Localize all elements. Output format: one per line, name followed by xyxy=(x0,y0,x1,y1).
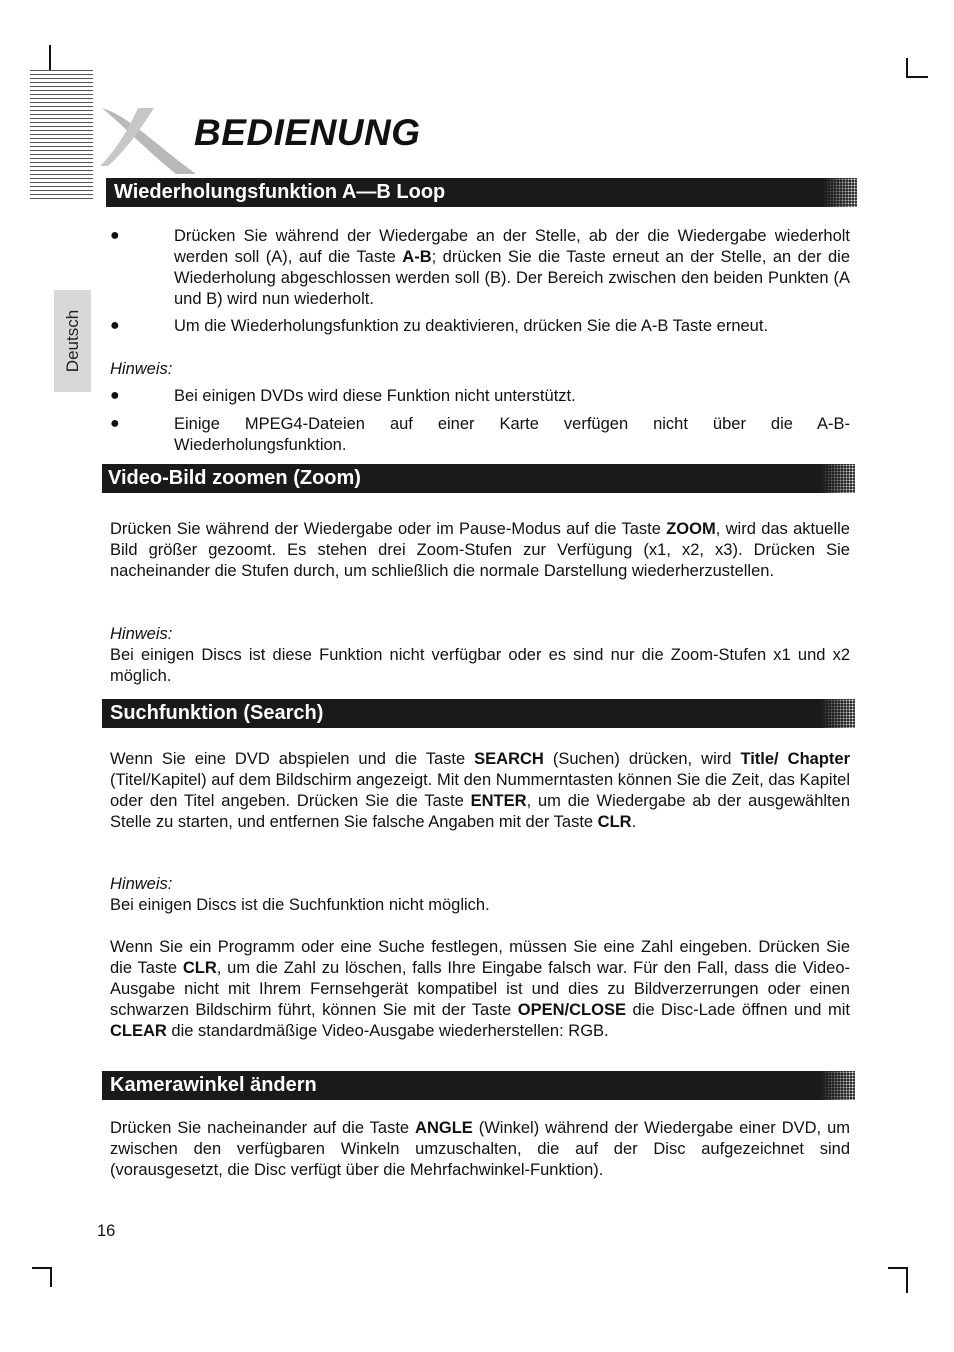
key-label: ZOOM xyxy=(666,520,716,538)
section-header-angle xyxy=(102,1071,855,1100)
text: ; drücken Sie die Taste erneut an der Stelle, an der die Wiederholung abgeschlossen werden soll (B). Der Bereich zwischen den beiden Punkten (A und B) wird nun wiederholt. xyxy=(174,248,851,308)
section-header-ab-loop xyxy=(106,178,857,207)
language-tab xyxy=(54,290,91,392)
text: Drücken Sie nacheinander auf die Taste xyxy=(110,1119,416,1137)
key-label: CLR xyxy=(182,959,217,977)
section-heading: Suchfunktion (Search) xyxy=(110,702,324,724)
crop-mark-bottom-right-vertical xyxy=(906,1267,908,1293)
search-paragraph-1 xyxy=(110,749,850,833)
note-label: Hinweis: xyxy=(110,625,173,643)
key-label: CLEAR xyxy=(110,1022,167,1040)
section-heading: Video-Bild zoomen (Zoom) xyxy=(108,467,361,489)
text: Drücken Sie während der Wiedergabe an der Stelle, ab der die Wiedergabe wiederholt werden soll (A), auf die Taste xyxy=(174,227,850,266)
search-note-text: Bei einigen Discs ist die Suchfunktion nicht möglich. xyxy=(110,896,490,914)
section-heading: Kamerawinkel ändern xyxy=(110,1074,317,1096)
halftone-fade xyxy=(823,178,857,207)
text: , wird das aktuelle Bild größer gezoomt. Es stehen drei Zoom-Stufen zur Verfügung (x1, x2, x3). Drücken Sie nacheinander die Stufen durch, um schließlich die normale Darstellung wiederherzustellen. xyxy=(110,520,850,580)
halftone-fade xyxy=(821,1071,855,1100)
bullet-icon: ● xyxy=(110,227,120,244)
text: (Winkel) während der Wiedergabe einer DVD, um zwischen den verfügbaren Winkeln umzuschalten, die auf der Disc aufgezeichnet sind (vorausgesetzt, die Disc verfügt über die Mehrfachwinkel-Funktion). xyxy=(110,1119,851,1179)
page-title: BEDIENUNG xyxy=(194,112,421,153)
angle-paragraph xyxy=(110,1118,850,1181)
note-label: Hinweis: xyxy=(110,360,173,378)
text: Drücken Sie während der Wiedergabe oder im Pause-Modus auf die Taste xyxy=(110,520,667,538)
page-number: 16 xyxy=(97,1222,116,1240)
crop-mark-bottom-left-vertical xyxy=(50,1267,52,1287)
bullet-icon: ● xyxy=(110,415,120,432)
key-label: A-B xyxy=(402,248,432,266)
key-label: OPEN/CLOSE xyxy=(517,1001,626,1019)
note-label: Hinweis: xyxy=(110,875,173,893)
bullet-icon: ● xyxy=(110,317,120,334)
text: (Titel/Kapitel) auf dem Bildschirm angezeigt. Mit den Nummerntasten können Sie die Zeit, das Kapitel oder den Titel angeben. Drücken Sie die Taste xyxy=(110,771,850,810)
text: die standardmäßige Video-Ausgabe wiederherstellen: RGB. xyxy=(166,1022,609,1040)
crop-mark-top-right-horizontal xyxy=(906,76,928,78)
key-label: ENTER xyxy=(470,792,527,810)
section-heading: Wiederholungsfunktion A—B Loop xyxy=(114,181,446,203)
text: Wenn Sie ein Programm oder eine Suche festlegen, müssen Sie eine Zahl eingeben. Drücken Sie die Taste xyxy=(110,938,850,977)
ab-loop-bullet-1 xyxy=(174,226,850,310)
text: , um die Zahl zu löschen, falls Ihre Eingabe falsch war. Für den Fall, dass die Video-Ausgabe nicht mit Ihrem Fernsehgerät kompatibel ist und dies zu Bildverzerrungen oder einen schwarzen Bildschirm führt, können Sie mit der Taste xyxy=(110,959,850,1019)
halftone-fade xyxy=(821,699,855,728)
crop-mark-bottom-right-horizontal xyxy=(888,1267,908,1269)
language-tab-label: Deutsch xyxy=(62,309,82,373)
key-label: SEARCH xyxy=(474,750,544,768)
crop-mark-bottom-left-horizontal xyxy=(32,1267,52,1269)
text: (Suchen) drücken, wird xyxy=(543,750,741,768)
section-header-zoom xyxy=(102,464,855,493)
key-label: ANGLE xyxy=(415,1119,473,1137)
header-stripes-decoration xyxy=(30,70,93,200)
bullet-icon: ● xyxy=(110,387,120,404)
crop-mark-top-right-vertical xyxy=(906,58,908,78)
ab-loop-bullet-2: Um die Wiederholungsfunktion zu deaktivieren, drücken Sie die A-B Taste erneut. xyxy=(174,317,769,335)
search-paragraph-2 xyxy=(110,937,850,1042)
zoom-paragraph xyxy=(110,519,850,582)
ab-loop-note-bullet-2: Einige MPEG4-Dateien auf einer Karte verfügen nicht über die A-B-Wiederholungsfunktion. xyxy=(174,415,850,454)
text: , um die Wiedergabe ab der ausgewählten Stelle zu starten, und entfernen Sie falsche Angaben mit der Taste xyxy=(110,792,850,831)
halftone-fade xyxy=(821,464,855,493)
text: Wenn Sie eine DVD abspielen und die Taste xyxy=(110,750,475,768)
text: . xyxy=(631,813,637,831)
zoom-note-text: Bei einigen Discs ist diese Funktion nicht verfügbar oder es sind nur die Zoom-Stufen x1 und x2 möglich. xyxy=(110,646,850,685)
ab-loop-note-bullet-1: Bei einigen DVDs wird diese Funktion nicht unterstützt. xyxy=(174,387,576,405)
key-label: CLR xyxy=(597,813,632,831)
text: die Disc-Lade öffnen und mit xyxy=(625,1001,850,1019)
x-logo-icon xyxy=(98,106,198,176)
key-label: Title/ Chapter xyxy=(740,750,851,768)
section-header-search xyxy=(102,699,855,728)
